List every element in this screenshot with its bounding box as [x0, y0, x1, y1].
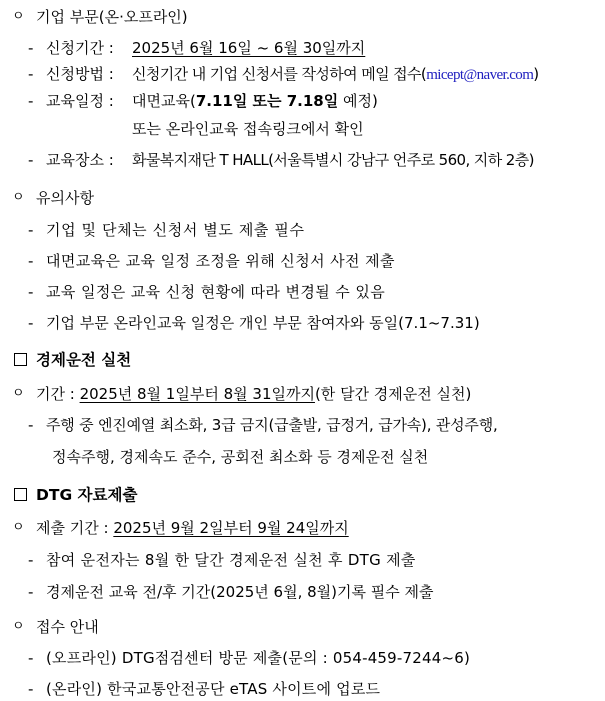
dtg-item [0, 550, 605, 572]
corp-venue-row [0, 150, 605, 172]
dtg-receipt-item [0, 679, 605, 701]
corp-method-label: 신청방법 : [46, 65, 114, 83]
contact-email-link[interactable]: micept@naver.com [426, 67, 534, 83]
notes-item-text: 대면교육은 교육 일정 조정을 위해 신청서 사전 제출 [46, 252, 395, 270]
corp-schedule-dates: 7.11일 또는 7.18일 [195, 92, 339, 110]
dtg-item [0, 582, 605, 604]
corp-schedule-row-2 [0, 119, 605, 141]
circle-bullet-icon: ㅇ [12, 386, 25, 401]
eco-detail-row [0, 415, 605, 437]
dash-bullet: - [28, 39, 34, 57]
circle-bullet-icon: ㅇ [12, 619, 25, 634]
notes-item [0, 251, 605, 273]
eco-detail-line-2: 정속주행, 경제속도 준수, 공회전 최소화 등 경제운전 실천 [52, 448, 429, 466]
notes-item [0, 313, 605, 335]
corp-section-title: 기업 부문(온·오프라인) [36, 8, 188, 26]
eco-heading: 경제운전 실천 [36, 351, 132, 369]
dtg-period-value: 2025년 9월 2일부터 9월 24일까지 [113, 519, 349, 537]
corp-method-close: ) [533, 65, 539, 83]
checkbox-square-icon [14, 488, 27, 501]
dtg-period-label: 제출 기간 : [36, 519, 114, 537]
eco-heading-row [0, 350, 605, 372]
eco-period [36, 384, 471, 404]
corp-method-row [0, 64, 605, 86]
eco-period-row [0, 384, 605, 406]
dtg-item-text: 경제운전 교육 전/후 기간(2025년 6월, 8월)기록 필수 제출 [46, 583, 434, 601]
notes-item [0, 220, 605, 242]
dash-bullet: - [28, 92, 34, 110]
dash-bullet: - [28, 221, 34, 239]
corp-schedule-text-a: 대면교육( [132, 92, 196, 110]
dtg-period-row [0, 518, 605, 540]
corp-venue-label: 교육장소 : [46, 151, 114, 169]
dtg-heading-row [0, 485, 605, 507]
dash-bullet: - [28, 314, 34, 332]
dash-bullet: - [28, 65, 34, 83]
dash-bullet: - [28, 551, 34, 569]
corp-method-value [132, 64, 539, 85]
corp-method-text: 신청기간 내 기업 신청서를 작성하여 메일 접수( [132, 65, 427, 83]
checkbox-square-icon [14, 353, 27, 366]
dash-bullet: - [28, 583, 34, 601]
eco-period-label: 기간 : [36, 385, 80, 403]
corp-schedule-row [0, 91, 605, 113]
corp-schedule-value [132, 91, 378, 111]
corp-venue-value: 화물복지재단 T HALL(서울특별시 강남구 언주로 560, 지하 2층) [132, 151, 534, 169]
dtg-period [36, 518, 349, 538]
circle-bullet-icon: ㅇ [12, 9, 25, 24]
corp-schedule-value-2: 또는 온라인교육 접속링크에서 확인 [132, 120, 364, 138]
notes-item-text: 기업 및 단체는 신청서 별도 제출 필수 [46, 221, 305, 239]
corp-period-label: 신청기간 : [46, 39, 114, 57]
circle-bullet-icon: ㅇ [12, 190, 25, 205]
corp-schedule-label: 교육일정 : [46, 92, 114, 110]
dtg-receipt-title: 접수 안내 [36, 618, 99, 636]
dash-bullet: - [28, 416, 34, 434]
dash-bullet: - [28, 283, 34, 301]
dtg-receipt-item-text: (온라인) 한국교통안전공단 eTAS 사이트에 업로드 [46, 680, 381, 698]
dash-bullet: - [28, 649, 34, 667]
notes-title: 유의사항 [36, 189, 94, 207]
circle-bullet-icon: ㅇ [12, 520, 25, 535]
dtg-receipt-item-text: (오프라인) DTG점검센터 방문 제출(문의 : 054-459-7244~6) [46, 649, 471, 667]
dash-bullet: - [28, 680, 34, 698]
eco-period-value: 2025년 8월 1일부터 8월 31일까지 [79, 385, 315, 403]
corp-period-value: 2025년 6월 16일 ~ 6월 30일까지 [132, 39, 366, 57]
dtg-receipt-item [0, 648, 605, 670]
dash-bullet: - [28, 252, 34, 270]
dtg-heading: DTG 자료제출 [36, 486, 138, 504]
eco-detail-line-1: 주행 중 엔진예열 최소화, 3급 금지(급출발, 급정거, 급가속), 관성주행, [46, 416, 498, 434]
corp-schedule-text-b: 예정) [338, 92, 378, 110]
notes-title-row [0, 188, 605, 210]
notes-item-text: 교육 일정은 교육 신청 현황에 따라 변경될 수 있음 [46, 283, 386, 301]
corp-section-title-row [0, 7, 605, 29]
eco-period-suffix: (한 달간 경제운전 실천) [314, 385, 472, 403]
corp-period-row [0, 38, 605, 60]
notes-item-text: 기업 부문 온라인교육 일정은 개인 부문 참여자와 동일(7.1~7.31) [46, 314, 480, 332]
dtg-item-text: 참여 운전자는 8월 한 달간 경제운전 실천 후 DTG 제출 [46, 551, 416, 569]
dash-bullet: - [28, 151, 34, 169]
dtg-receipt-title-row [0, 617, 605, 639]
eco-detail-row-2 [0, 447, 605, 469]
notes-item [0, 282, 605, 304]
